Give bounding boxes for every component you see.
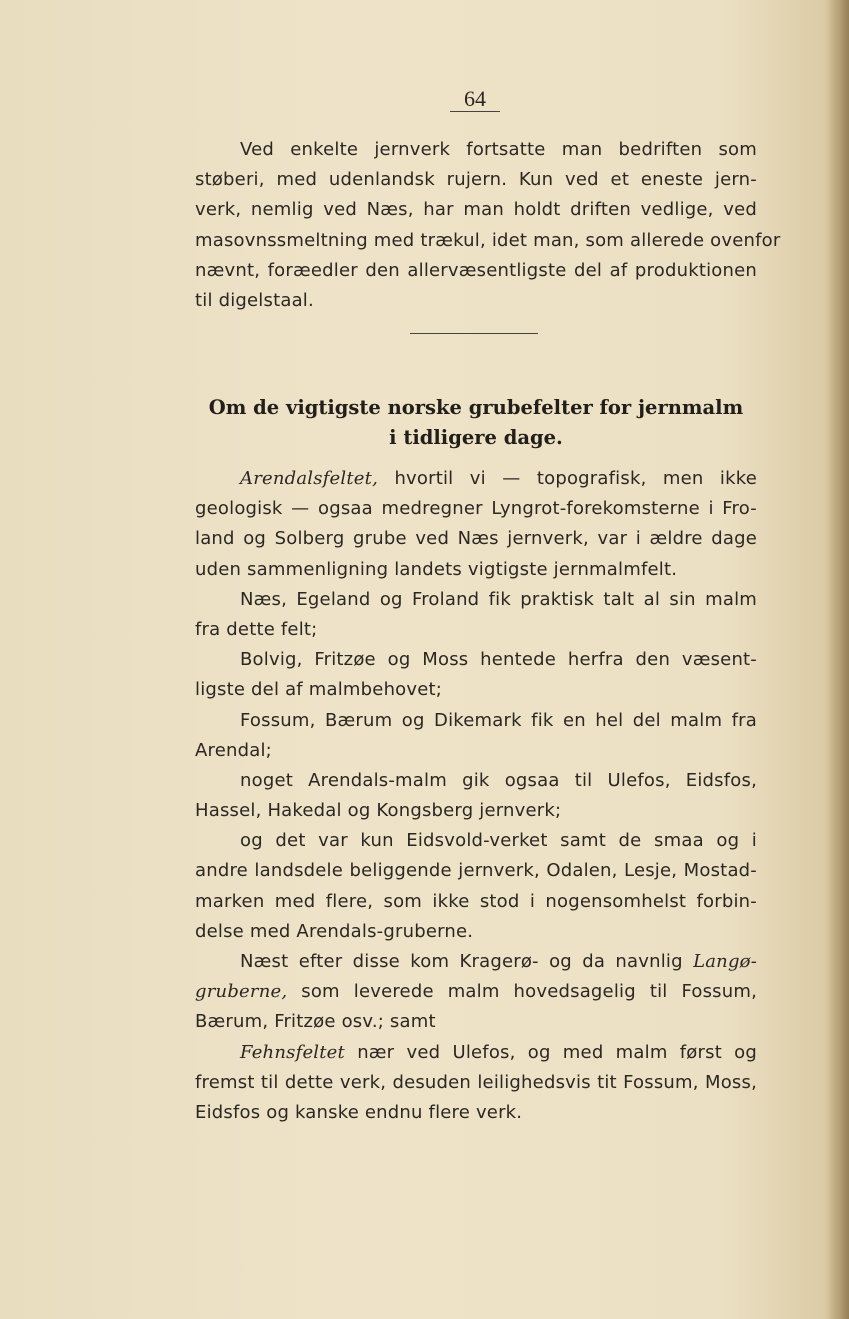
text-line: og det var kun Eidsvold-verket samt de smaa og i [240, 830, 757, 852]
heading-line: i tidligere dage. [389, 426, 563, 449]
text-line: Eidsfos og kanske endnu flere verk. [195, 1101, 523, 1123]
italic-term: gruberne, [195, 981, 288, 1003]
text-line [195, 977, 757, 1007]
text-span: hvortil vi — topografisk, men ikke [394, 468, 758, 489]
italic-term: Langø- [693, 951, 757, 972]
text-line: land og Solberg grube ved Næs jernverk, var i ældre dage [195, 528, 757, 550]
italic-term: Arendalsfeltet, [240, 468, 379, 489]
intro-paragraph [195, 135, 781, 316]
text-span: nær ved Ulefos, og med malm først og [357, 1041, 757, 1063]
text-line: delse med Arendals-gruberne. [195, 920, 474, 942]
text-span: som leverede malm hovedsagelig til Fossum, [301, 981, 757, 1003]
text-line: til digelstaal. [195, 289, 314, 311]
text-line: Fossum, Bærum og Dikemark fik en hel del malm fra [240, 709, 757, 731]
text-line: fremst til dette verk, desuden leilighedsvis tit Fossum, Moss, [195, 1071, 757, 1093]
body-text [195, 464, 757, 1128]
page-number-underline [450, 111, 500, 112]
text-line: geologisk — ogsaa medregner Lyngrot-forekomsterne i Fro- [195, 498, 757, 520]
text-line: fra dette felt; [195, 618, 318, 640]
text-line: Bærum, Fritzøe osv.; samt [195, 1011, 436, 1033]
text-line: Bolvig, Fritzøe og Moss hentede herfra den væsent- [240, 649, 757, 671]
text-line: andre landsdele beliggende jernverk, Odalen, Lesje, Mostad- [195, 860, 757, 882]
text-line: Hassel, Hakedal og Kongsberg jernverk; [195, 800, 562, 822]
italic-term: Fehnsfeltet [240, 1041, 345, 1063]
text-line: Arendal; [195, 739, 272, 761]
text-line [195, 1038, 757, 1068]
text-line: uden sammenligning landets vigtigste jernmalmfelt. [195, 558, 678, 580]
text-line: masovnssmeltning med trækul, idet man, som allerede ovenfor [195, 229, 781, 251]
page-number: 64 [464, 86, 486, 111]
text-line [195, 947, 757, 977]
text-line: Næs, Egeland og Froland fik praktisk talt al sin malm [240, 588, 757, 610]
page-edge [827, 0, 849, 1319]
text-line: nævnt, foræedler den allervæsentligste del af produktionen [195, 259, 757, 281]
text-line: verk, nemlig ved Næs, har man holdt driften vedlige, ved [195, 199, 757, 221]
text-line: noget Arendals-malm gik ogsaa til Ulefos, Eidsfos, [240, 769, 757, 791]
text-line [195, 464, 757, 494]
text-line: marken med flere, som ikke stod i nogensomhelst forbin- [195, 890, 757, 912]
section-divider [410, 333, 538, 334]
text-line: ligste del af malmbehovet; [195, 679, 443, 701]
section-heading [195, 393, 757, 453]
text-span: Næst efter disse kom Kragerø- og da navnlig [240, 951, 683, 972]
heading-line: Om de vigtigste norske grubefelter for jernmalm [208, 396, 744, 419]
text-line: Ved enkelte jernverk fortsatte man bedriften som [240, 139, 757, 160]
text-line: støberi, med udenlandsk rujern. Kun ved et eneste jern- [195, 169, 757, 191]
